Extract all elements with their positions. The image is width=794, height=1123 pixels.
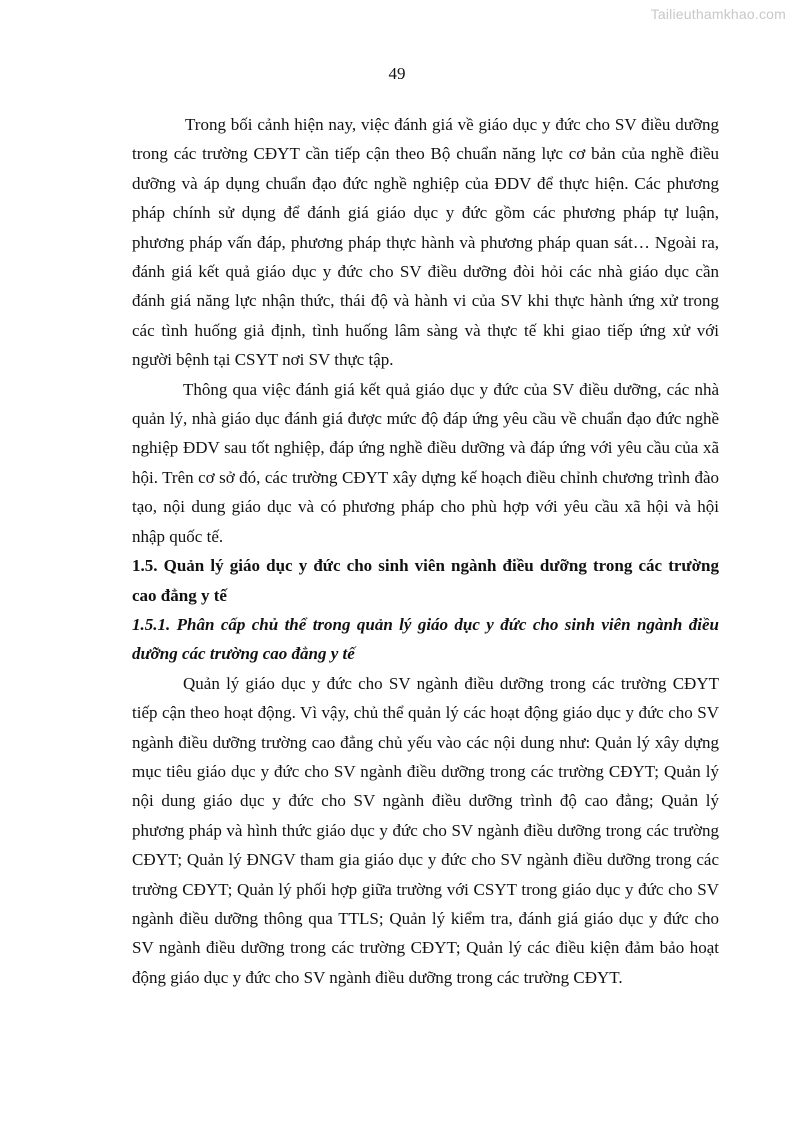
paragraph-evaluation-results: Thông qua việc đánh giá kết quả giáo dục y đức của SV điều dưỡng, các nhà quản lý, nhà giáo dục đánh giá được mức độ đáp ứng yêu cầu về chuẩn đạo đức nghề nghiệp ĐDV sau tốt nghiệp, đáp ứng nghề điều dưỡng và đáp ứng với yêu cầu của xã hội. Trên cơ sở đó, các trường CĐYT xây dựng kế hoạch điều chỉnh chương trình đào tạo, nội dung giáo dục và có phương pháp cho phù hợp với yêu cầu xã hội và hội nhập quốc tế.	[132, 379, 719, 546]
document-body	[132, 110, 719, 992]
subsection-heading-1-5-1: 1.5.1. Phân cấp chủ thể trong quản lý giáo dục y đức cho sinh viên ngành điều dưỡng các trường cao đẳng y tế	[132, 614, 719, 664]
paragraph-evaluation-context: Trong bối cảnh hiện nay, việc đánh giá về giáo dục y đức cho SV điều dưỡng trong các trường CĐYT cần tiếp cận theo Bộ chuẩn năng lực cơ bản của nghề điều dưỡng và áp dụng chuẩn đạo đức nghề nghiệp của ĐDV để thực hiện. Các phương pháp chính sử dụng để đánh giá giáo dục y đức gồm các phương pháp tự luận, phương pháp vấn đáp, phương pháp thực hành và phương pháp quan sát… Ngoài ra, đánh giá kết quả giáo dục y đức cho SV điều dưỡng đòi hỏi các nhà giáo dục cần đánh giá năng lực nhận thức, thái độ và hành vi của SV khi thực hành ứng xử trong các tình huống giả định, tình huống lâm sàng và thực tế khi giao tiếp ứng xử với người bệnh tại CSYT nơi SV thực tập.	[132, 115, 719, 370]
paragraph-management-content: Quản lý giáo dục y đức cho SV ngành điều dưỡng trong các trường CĐYT tiếp cận theo hoạt động. Vì vậy, chủ thể quản lý các hoạt động giáo dục y đức cho SV ngành điều dưỡng trường cao đẳng chủ yếu vào các nội dung như: Quản lý xây dựng mục tiêu giáo dục y đức cho SV ngành điều dưỡng trong các trường CĐYT; Quản lý nội dung giáo dục y đức cho SV ngành điều dưỡng trình độ cao đẳng; Quản lý phương pháp và hình thức giáo dục y đức cho SV ngành điều dưỡng trong các trường CĐYT; Quản lý ĐNGV tham gia giáo dục y đức cho SV ngành điều dưỡng trong các trường CĐYT; Quản lý phối hợp giữa trường với CSYT trong giáo dục y đức cho SV ngành điều dưỡng thông qua TTLS; Quản lý kiểm tra, đánh giá giáo dục y đức cho SV ngành điều dưỡng trong các trường CĐYT; Quản lý các điều kiện đảm bảo hoạt động giáo dục y đức cho SV ngành điều dưỡng trong các trường CĐYT.	[132, 673, 719, 987]
page-number: 49	[388, 64, 406, 83]
section-heading-1-5: 1.5. Quản lý giáo dục y đức cho sinh viên ngành điều dưỡng trong các trường cao đẳng y tế	[132, 556, 719, 605]
watermark: Tailieuthamkhao.com	[650, 6, 786, 22]
